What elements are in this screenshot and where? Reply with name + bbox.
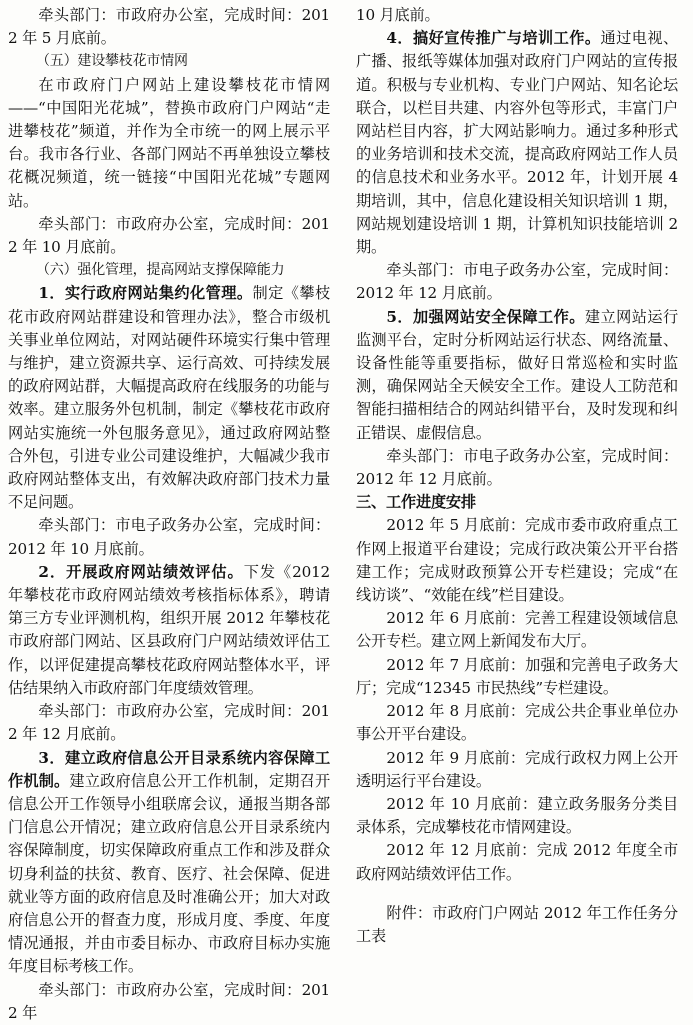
paragraph: [356, 839, 678, 885]
paragraph-text: （六）强化管理，提高网站支撑保障能力: [36, 262, 285, 279]
subsection-heading: [8, 259, 330, 282]
paragraph: [356, 259, 678, 305]
paragraph: [356, 747, 678, 793]
paragraph: [356, 445, 678, 491]
paragraph: [8, 700, 330, 746]
item-lead: 1．实行政府网站集约化管理。: [38, 284, 253, 303]
paragraph-text: 2012 年 10 月底前：建立政务服务分类目录体系，完成攀枝花市情网建设。: [356, 794, 678, 837]
paragraph-text: 2012 年 5 月底前：完成市委市政府重点工作网上报道平台建设；完成行政决策公开平台搭建工作；完成财政预算公开专栏建设；完成“在线访谈”、“效能在线”栏目建设。: [356, 516, 678, 605]
paragraph: [356, 514, 678, 607]
item-lead: 5．加强网站安全保障工作。: [386, 307, 585, 326]
paragraph-text: 2012 年 9 月底前：完成行政权力网上公开透明运行平台建设。: [356, 748, 678, 790]
paragraph-text: 建立网站运行监测平台，定时分析网站运行状态、网络流量、设备性能等重要指标，做好日常巡检和实时监测，确保网站全天候安全工作。建设人工防范和智能扫描相结合的网站纠错平台，及时发现和纠正错误、虚假信息。: [356, 307, 678, 442]
paragraph-text: 牵头部门：市政府办公室，完成时间：2012 年: [8, 980, 330, 1022]
paragraph: [356, 902, 678, 948]
item-lead: 3．建立政府信息公开目录系统内容保障工作机制。: [8, 748, 330, 790]
paragraph: [8, 561, 330, 700]
paragraph: [356, 4, 678, 27]
paragraph-text: 牵头部门：市政府办公室，完成时间：2012 年 5 月底前。: [8, 6, 330, 48]
paragraph-text: 2012 年 8 月底前：完成公共企事业单位办事公开平台建设。: [356, 702, 678, 744]
paragraph-text: 通过电视、广播、报纸等媒体加强对政府门户网站的宣传报道。积极与专业机构、专业门户网站、知名论坛联合，以栏目共建、内容外包等形式，丰富门户网站栏目内容，扩大网站影响力。通过多种形式的业务培训和技术交流，提高政府网站工作人员的信息技术和业务水平。2012 年，计划开展 4 期培训，其中，信息化建设相关知识培训 1 期，网站规划建设培训 1 期，计算机知识技能培训 2 期。: [356, 29, 678, 257]
subsection-heading: [8, 50, 330, 73]
spacer: [356, 886, 678, 902]
paragraph: [356, 306, 678, 445]
paragraph-text: 下发《2012 年攀枝花市政府网站绩效考核指标体系》，聘请第三方专业评测机构，组织开展 2012 年攀枝花市政府部门网站、区县政府门户网站绩效评估工作，以评促建提高攀枝花政府网站整体水平，评估结果纳入市政府部门年度绩效管理。: [8, 562, 330, 697]
paragraph: [356, 607, 678, 653]
paragraph: [8, 979, 330, 1025]
paragraph-text: （五）建设攀枝花市情网: [36, 53, 188, 70]
paragraph: [356, 654, 678, 700]
paragraph-text: 2012 年 7 月底前：加强和完善电子政务大厅；完成“12345 市民热线”专栏建设。: [356, 655, 678, 697]
paragraph: [8, 213, 330, 259]
paragraph: [356, 27, 678, 259]
paragraph-text: 牵头部门：市电子政务办公室，完成时间：2012 年 12 月底前。: [356, 446, 678, 489]
paragraph-text: 在市政府门户网站上建设攀枝花市情网——“中国阳光花城”，替换市政府门户网站“走进攀枝花”频道，并作为全市统一的网上展示平台。我市各行业、各部门网站不再单独设立攀枝花概况频道，统一链接“中国阳光花城”专题网站。: [8, 75, 330, 210]
paragraph: [8, 747, 330, 979]
paragraph-text: 牵头部门：市政府办公室，完成时间：2012 年 10 月底前。: [8, 214, 330, 257]
paragraph: [8, 282, 330, 514]
paragraph-text: 附件：市政府门户网站 2012 年工作任务分工表: [356, 903, 678, 945]
paragraph-text: 制定《攀枝花市政府网站群建设和管理办法》，整合市级机关事业单位网站，对网站硬件环境实行集中管理与维护，建立资源共享、运行高效、可持续发展的政府网站群，大幅提高政府在线服务的功能与效率。建立服务外包机制，制定《攀枝花市政府网站实施统一外包服务意见》，通过政府网站整合外包，引进专业公司建设维护，大幅减少我市政府网站整体支出，有效解决政府部门技术力量不足问题。: [8, 284, 330, 512]
paragraph-text: 牵头部门：市政府办公室，完成时间：2012 年 12 月底前。: [8, 702, 330, 744]
paragraph-text: 三、工作进度安排: [356, 493, 476, 512]
paragraph-text: 牵头部门：市电子政务办公室，完成时间：2012 年 12 月底前。: [356, 261, 678, 303]
item-lead: 4．搞好宣传推广与培训工作。: [386, 29, 601, 48]
paragraph-text: 2012 年 12 月底前：完成 2012 年度全市政府网站绩效评估工作。: [356, 841, 678, 883]
right-column: [356, 4, 678, 948]
paragraph: [8, 74, 330, 213]
paragraph-text: 10 月底前。: [356, 6, 440, 24]
paragraph: [356, 700, 678, 746]
item-lead: 2．开展政府网站绩效评估。: [38, 562, 244, 581]
paragraph-text: 牵头部门：市电子政务办公室，完成时间：2012 年 10 月底前。: [8, 516, 330, 558]
paragraph: [356, 793, 678, 839]
paragraph-text: 建立政府信息公开工作机制，定期召开信息公开工作领导小组联席会议，通报当期各部门信息公开情况；建立政府信息公开目录系统内容保障制度，切实保障政府重点工作和涉及群众切身利益的扶贫、教育、医疗、社会保障、促进就业等方面的政府信息及时准确公开；加大对政府信息公开的督查力度，形成月度、季度、年度情况通报，并由市委目标办、市政府目标办实施年度目标考核工作。: [8, 771, 330, 976]
paragraph: [8, 4, 330, 50]
paragraph: [8, 514, 330, 560]
paragraph-text: 2012 年 6 月底前：完善工程建设领域信息公开专栏。建立网上新闻发布大厅。: [356, 609, 678, 651]
section-heading: [356, 491, 678, 514]
